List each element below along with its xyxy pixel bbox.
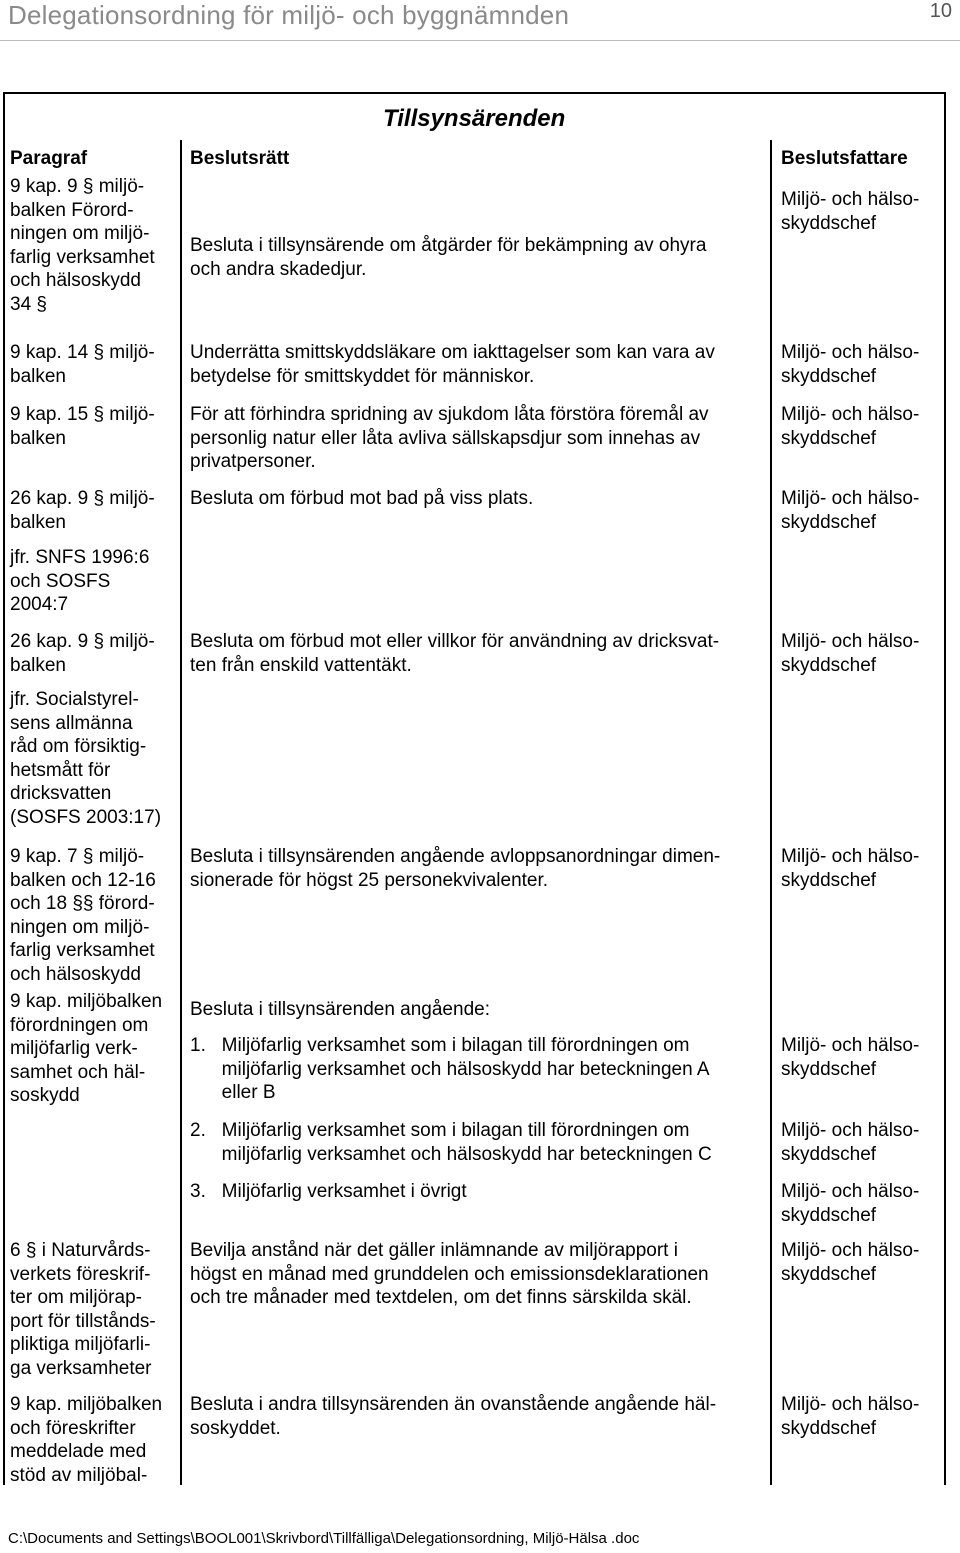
cell-beslutsratt [190, 845, 720, 892]
cell-beslutsfattare [781, 1239, 919, 1286]
cell-line: Besluta om förbud mot eller villkor för användning av dricksvat- [190, 631, 720, 652]
cell-line: (SOSFS 2003:17) [10, 806, 162, 828]
cell-line: Miljö- och hälso- [781, 1394, 920, 1415]
cell-paragraf [10, 688, 161, 830]
cell-line: dricksvatten [10, 783, 112, 805]
cell-paragraf [10, 487, 155, 534]
cell-line: Miljö- och hälso- [781, 846, 920, 867]
cell-beslutsratt [190, 1180, 467, 1204]
cell-line: och andra skadedjur. [190, 258, 367, 280]
page-number: 10 [929, 0, 952, 22]
cell-line: Miljö- och hälso- [781, 189, 920, 210]
cell-line: högst en månad med grunddelen och emissionsdeklarationen [190, 1263, 709, 1285]
cell-line: balken [10, 365, 66, 387]
cell-line: jfr. Socialstyrel- [10, 689, 139, 710]
cell-line: balken [10, 654, 66, 676]
column-header-beslutsratt: Beslutsrätt [190, 148, 290, 169]
cell-line: 2004:7 [10, 594, 69, 616]
cell-line: 26 kap. 9 § miljö- [10, 631, 155, 652]
column-header-paragraf: Paragraf [10, 148, 88, 169]
cell-paragraf [10, 845, 156, 987]
cell-line: Besluta i tillsynsärende om åtgärder för bekämpning av ohyra [190, 235, 707, 256]
cell-line: balken Förord- [10, 199, 134, 221]
cell-line: Miljö- och hälso- [781, 1120, 920, 1141]
cell-beslutsfattare [781, 845, 919, 892]
cell-line: skyddschef [781, 1058, 877, 1080]
document-header-title: Delegationsordning för miljö- och byggnämnden [8, 0, 570, 30]
cell-line: råd om försiktig- [10, 736, 147, 758]
cell-line: 9 kap. 15 § miljö- [10, 404, 155, 425]
cell-beslutsfattare [781, 1393, 919, 1440]
cell-line: 6 § i Naturvårds- [10, 1240, 151, 1261]
cell-line: förordningen om [10, 1014, 149, 1036]
cell-line: 1. Miljöfarlig verksamhet som i bilagan till förordningen om [190, 1035, 690, 1056]
cell-line: ningen om miljö- [10, 223, 150, 245]
cell-line: Miljö- och hälso- [781, 1035, 920, 1056]
cell-beslutsfattare [781, 341, 919, 388]
cell-line: skyddschef [781, 1263, 877, 1285]
cell-line: 9 kap. 7 § miljö- [10, 846, 145, 867]
cell-beslutsratt [190, 1119, 712, 1166]
cell-line: miljöfarlig verk- [10, 1038, 138, 1060]
cell-line: Miljö- och hälso- [781, 404, 920, 425]
cell-beslutsratt [190, 341, 715, 388]
cell-line: Besluta i tillsynsärenden angående avloppsanordningar dimen- [190, 846, 721, 867]
column-divider-1 [180, 140, 182, 1485]
cell-line: personlig natur eller låta avliva sällskapsdjur som innehas av [190, 427, 701, 449]
cell-beslutsratt [190, 1239, 709, 1310]
cell-line: farlig verksamhet [10, 940, 155, 962]
cell-line: 9 kap. miljöbalken [10, 991, 163, 1012]
cell-beslutsfattare [781, 1034, 919, 1081]
cell-line: och tre månader med textdelen, om det finns särskilda skäl. [190, 1287, 692, 1309]
cell-line: balken [10, 427, 66, 449]
cell-line: 26 kap. 9 § miljö- [10, 488, 155, 509]
cell-line: Miljö- och hälso- [781, 342, 920, 363]
cell-beslutsfattare [781, 188, 919, 235]
cell-line: Besluta om förbud mot bad på viss plats. [190, 488, 534, 509]
cell-line: skyddschef [781, 1204, 877, 1226]
cell-line: miljöfarlig verksamhet och hälsoskydd har beteckningen A [190, 1058, 710, 1080]
cell-line: 3. Miljöfarlig verksamhet i övrigt [190, 1181, 467, 1202]
cell-paragraf [10, 1239, 156, 1381]
cell-beslutsfattare [781, 1180, 919, 1227]
cell-line: meddelade med [10, 1441, 147, 1463]
cell-line: sens allmänna [10, 712, 133, 734]
cell-beslutsratt [190, 487, 533, 511]
cell-line: Miljö- och hälso- [781, 488, 920, 509]
cell-paragraf [10, 175, 155, 317]
cell-line: Underrätta smittskyddsläkare om iakttagelser som kan vara av [190, 342, 715, 363]
cell-line: och föreskrifter [10, 1417, 136, 1439]
cell-line: balken och 12-16 [10, 869, 156, 891]
cell-beslutsfattare [781, 630, 919, 677]
cell-line: samhet och häl- [10, 1061, 146, 1083]
cell-beslutsratt [190, 1034, 710, 1105]
cell-line: Besluta i andra tillsynsärenden än ovanstående angående häl- [190, 1394, 717, 1415]
cell-line: och hälsoskydd [10, 963, 141, 985]
cell-line: skyddschef [781, 511, 877, 533]
cell-line: soskyddet. [190, 1417, 281, 1439]
cell-beslutsratt [190, 1393, 716, 1440]
cell-line: stöd av miljöbal- [10, 1464, 148, 1486]
document-footer-path: C:\Documents and Settings\BOOL001\Skrivbord\Tillfälliga\Delegationsordning, Miljö-Hälsa .doc [8, 1530, 640, 1547]
cell-line: miljöfarlig verksamhet och hälsoskydd har beteckningen C [190, 1143, 712, 1165]
cell-beslutsfattare [781, 1119, 919, 1166]
cell-line: pliktiga miljöfarli- [10, 1334, 151, 1356]
cell-line: verkets föreskrif- [10, 1263, 151, 1285]
cell-paragraf [10, 546, 149, 617]
section-title: Tillsynsärenden [383, 105, 566, 132]
cell-line: ningen om miljö- [10, 916, 150, 938]
cell-line: För att förhindra spridning av sjukdom låta förstöra föremål av [190, 404, 709, 425]
cell-line: hetsmått för [10, 759, 111, 781]
cell-line: 9 kap. 9 § miljö- [10, 176, 145, 197]
cell-line: 9 kap. miljöbalken [10, 1394, 163, 1415]
cell-line: Miljö- och hälso- [781, 1181, 920, 1202]
cell-line: ter om miljörap- [10, 1287, 142, 1309]
cell-line: balken [10, 511, 66, 533]
cell-paragraf [10, 630, 155, 677]
cell-line: skyddschef [781, 1417, 877, 1439]
cell-beslutsfattare [781, 403, 919, 450]
cell-line: Miljö- och hälso- [781, 1240, 920, 1261]
cell-line: och hälsoskydd [10, 270, 141, 292]
cell-line: sionerade för högst 25 personekvivalenter. [190, 869, 549, 891]
cell-line: och 18 §§ förord- [10, 893, 155, 915]
cell-line: skyddschef [781, 1143, 877, 1165]
cell-paragraf [10, 1393, 162, 1487]
cell-line: skyddschef [781, 869, 877, 891]
cell-line: 2. Miljöfarlig verksamhet som i bilagan till förordningen om [190, 1120, 690, 1141]
cell-line: Bevilja anstånd när det gäller inlämnande av miljörapport i [190, 1240, 678, 1261]
cell-beslutsratt [190, 403, 709, 474]
cell-line: jfr. SNFS 1996:6 [10, 547, 150, 568]
cell-line: skyddschef [781, 365, 877, 387]
cell-line: privatpersoner. [190, 451, 316, 473]
cell-paragraf [10, 341, 155, 388]
cell-line: 34 § [10, 293, 47, 315]
cell-paragraf [10, 990, 162, 1108]
cell-line: skyddschef [781, 654, 877, 676]
cell-line: och SOSFS [10, 570, 111, 592]
cell-line: ga verksamheter [10, 1357, 152, 1379]
cell-line: betydelse för smittskyddet för människor. [190, 365, 535, 387]
cell-beslutsratt [190, 998, 490, 1022]
column-divider-2 [770, 140, 772, 1485]
header-divider [0, 40, 960, 41]
cell-paragraf [10, 403, 155, 450]
column-header-beslutsfattare: Beslutsfattare [781, 148, 908, 169]
cell-line: Besluta i tillsynsärenden angående: [190, 999, 490, 1020]
cell-beslutsratt [190, 630, 719, 677]
cell-beslutsfattare [781, 487, 919, 534]
cell-line: skyddschef [781, 212, 877, 234]
cell-line: ten från enskild vattentäkt. [190, 654, 412, 676]
cell-line: skyddschef [781, 427, 877, 449]
cell-line: port för tillstånds- [10, 1310, 156, 1332]
cell-line: farlig verksamhet [10, 246, 155, 268]
cell-line: eller B [190, 1082, 276, 1104]
cell-line: soskydd [10, 1085, 80, 1107]
cell-beslutsratt [190, 234, 706, 281]
cell-line: 9 kap. 14 § miljö- [10, 342, 155, 363]
cell-line: Miljö- och hälso- [781, 631, 920, 652]
